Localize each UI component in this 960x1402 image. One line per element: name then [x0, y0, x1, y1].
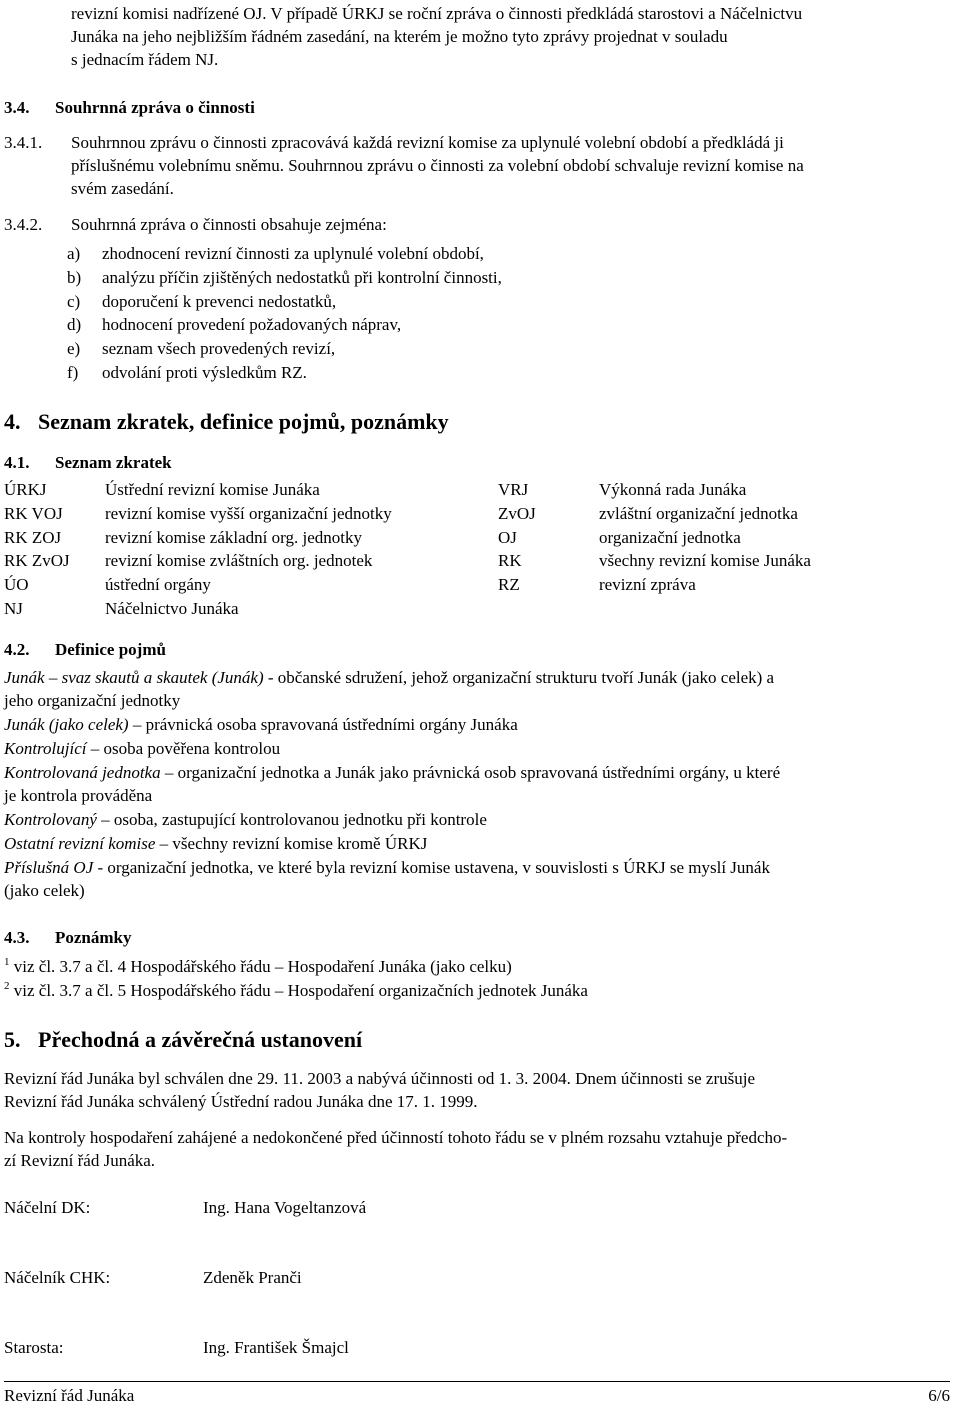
section-4-1-heading — [4, 451, 172, 474]
definition-term: Junák (jako celek) — [4, 715, 129, 734]
definition: Kontrolovaná jednotka – organizační jednotka a Junák jako právnická osob spravovaná ústředními orgány, u které je kontrola prováděna — [4, 763, 781, 805]
closing-paragraph: Na kontroly hospodaření zahájené a nedokončené před účinností tohoto řádu se v plném rozsahu vztahuje předcho- zí Revizní řád Junáka. — [4, 1128, 788, 1170]
intro-line: revizní komisi nadřízené OJ. V případě ÚRKJ se roční zpráva o činnosti předkládá starostovi a Náčelnictvu — [71, 4, 803, 23]
signature-line — [4, 1266, 604, 1289]
section-4-3-heading — [4, 926, 132, 949]
list-item: b) analýzu příčin zjištěných nedostatků při kontrolní činnosti, — [67, 267, 502, 287]
signature-name: Zdeněk Pranči — [203, 1268, 302, 1287]
section-4-2-heading — [4, 638, 166, 661]
section-number: 4.1. — [4, 453, 30, 472]
definition: Kontrolující – osoba pověřena kontrolou — [4, 739, 281, 758]
intro-line: Junáka na jeho nejbližším řádném zasedání, na kterém je možno tyto zprávy projednat v souladu — [71, 27, 728, 46]
signature-role: Starosta: — [4, 1338, 64, 1357]
definition-term: Kontrolovaná jednotka — [4, 763, 161, 782]
list-item: f) odvolání proti výsledkům RZ. — [67, 362, 307, 382]
list-item: c) doporučení k prevenci nedostatků, — [67, 291, 337, 311]
table-row: RK VOJ revizní komise vyšší organizační jednotky ZvOJ zvláštní organizační jednotka — [4, 504, 798, 523]
section-3-4-heading — [4, 96, 255, 119]
chapter-number: 5. — [4, 1027, 21, 1052]
footer-title: Revizní řád Junáka — [4, 1386, 135, 1402]
section-title: Definice pojmů — [55, 640, 166, 659]
section-title: Souhrnná zpráva o činnosti — [55, 98, 255, 117]
page-footer — [4, 1384, 950, 1402]
footnote: $^2$ viz čl. 3.7 a čl. 5 Hospodářského řádu – Hospodaření organizačních jednotek Junáka — [4, 980, 588, 1000]
signature-line — [4, 1196, 604, 1219]
intro-paragraph — [71, 2, 956, 71]
page-number: 6/6 — [928, 1386, 950, 1402]
definition-term: Kontrolující — [4, 739, 87, 758]
paragraph-3-4-1 — [4, 131, 954, 201]
paragraph-number: 3.4.1. — [4, 133, 43, 152]
section-title: Poznámky — [55, 928, 132, 947]
section-number: 4.2. — [4, 640, 30, 659]
chapter-4-heading — [4, 408, 449, 436]
section-number: 4.3. — [4, 928, 30, 947]
signature-role: Náčelník CHK: — [4, 1268, 111, 1287]
footnote: $^1$ viz čl. 3.7 a čl. 4 Hospodářského řádu – Hospodaření Junáka (jako celku) — [4, 956, 512, 976]
definition-term: Junák – svaz skautů a skautek (Junák) — [4, 668, 264, 687]
signature-name: Ing. František Šmajcl — [203, 1338, 349, 1357]
paragraph-text: Souhrnná zpráva o činnosti obsahuje zejména: — [71, 215, 387, 234]
definition-term: Ostatní revizní komise — [4, 834, 156, 853]
footnote-number: 1 — [4, 956, 10, 968]
contents-list — [67, 242, 947, 385]
definition: Příslušná OJ - organizační jednotka, ve které byla revizní komise ustavena, v souvislosti s ÚRKJ se myslí Junák (jako celek) — [4, 858, 770, 900]
definition: Junák – svaz skautů a skautek (Junák) - občanské sdružení, jehož organizační strukturu tvoří Junák (jako celek) a jeho organizační jednotky — [4, 668, 775, 710]
intro-line: s jednacím řádem NJ. — [71, 50, 219, 69]
list-item: a) zhodnocení revizní činnosti za uplynulé volební období, — [67, 244, 484, 263]
signature-role: Náčelní DK: — [4, 1198, 91, 1217]
table-row: NJ Náčelnictvo Junáka — [4, 599, 239, 618]
chapter-title: Seznam zkratek, definice pojmů, poznámky — [38, 409, 449, 434]
paragraph-line: svém zasedání. — [71, 179, 174, 198]
signature-name: Ing. Hana Vogeltanzová — [203, 1198, 367, 1217]
section-number: 3.4. — [4, 98, 30, 117]
paragraph-3-4-2 — [4, 213, 954, 236]
paragraph-number: 3.4.2. — [4, 215, 43, 234]
table-row: ÚO ústřední orgány RZ revizní zpráva — [4, 575, 696, 594]
definition: Kontrolovaný – osoba, zastupující kontrolovanou jednotku při kontrole — [4, 810, 487, 829]
paragraph-line: Souhrnnou zprávu o činnosti zpracovává každá revizní komise za uplynulé volební období a předkládá ji — [71, 133, 784, 152]
list-item: d) hodnocení provedení požadovaných náprav, — [67, 315, 402, 335]
closing-paragraph: Revizní řád Junáka byl schválen dne 29. 11. 2003 a nabývá účinnosti od 1. 3. 2004. Dnem účinnosti se zrušuje Revizní řád Junáka schválený Ústřední radou Junáka dne 17. 1. 1999. — [4, 1069, 755, 1111]
paragraph-line: příslušnému volebnímu sněmu. Souhrnnou zprávu o činnosti za volební období schvaluje revizní komise na — [71, 156, 804, 175]
chapter-title: Přechodná a závěrečná ustanovení — [38, 1027, 363, 1052]
list-item: e) seznam všech provedených revizí, — [67, 339, 336, 359]
footnote-number: 2 — [4, 980, 10, 992]
signature-line — [4, 1336, 604, 1359]
section-title: Seznam zkratek — [55, 453, 172, 472]
table-row: ÚRKJ Ústřední revizní komise Junáka VRJ Výkonná rada Junáka — [4, 480, 747, 499]
definition-term: Příslušná OJ — [4, 858, 94, 877]
definition: Junák (jako celek) – právnická osoba spravovaná ústředními orgány Junáka — [4, 715, 518, 734]
table-row: RK ZvOJ revizní komise zvláštních org. jednotek RK všechny revizní komise Junáka — [4, 551, 811, 570]
chapter-number: 4. — [4, 409, 21, 434]
chapter-5-heading — [4, 1026, 362, 1054]
table-row: RK ZOJ revizní komise základní org. jednotky OJ organizační jednotka — [4, 528, 741, 547]
definition-term: Kontrolovaný — [4, 810, 97, 829]
footer-divider — [4, 1381, 950, 1382]
definition: Ostatní revizní komise – všechny revizní komise kromě ÚRKJ — [4, 834, 428, 853]
